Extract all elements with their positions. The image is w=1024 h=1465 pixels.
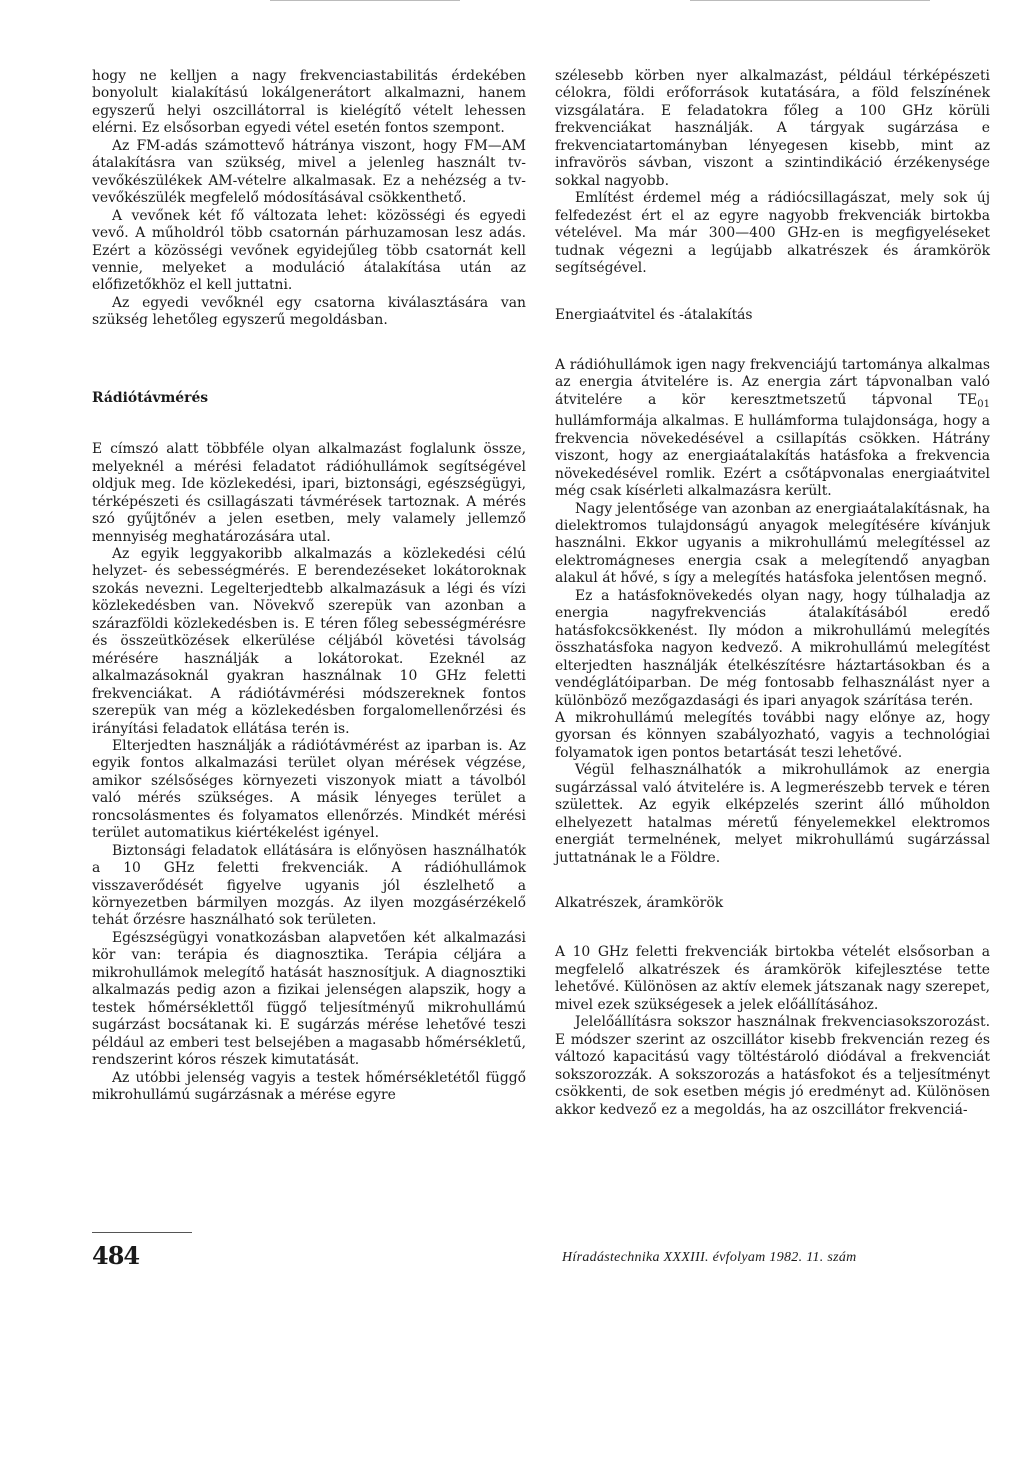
top-edge-rule	[690, 0, 930, 1]
paragraph: A 10 GHz feletti frekvenciák birtokba vételét elsősorban a megfelelő alkatrészek és áramkörök kifejlesztése tette lehetővé. Különösen az aktív elemek játszanak nagy szerepet, mivel ezek szükségesek a jelek előállításához.	[555, 944, 990, 1013]
paragraph: Ez a hatásfoknövekedés olyan nagy, hogy túlhaladja az energia nagyfrekvenciás átalakításából eredő hatásfokcsökkenést. Ily módon a mikrohullámú melegítés összhatásfoka nagyon kedvező. A mikrohullámú melegítést elterjedten használják ételkészítésre háztartásokban és a vendéglátóiparban. De még fontosabb felhasználást nyer a különböző mezőgazdasági és ipari anyagok szárítása terén.	[555, 587, 990, 709]
paragraph: Az utóbbi jelenség vagyis a testek hőmérsékletétől függő mikrohullámú sugárzásnak a mérése egyre	[92, 1069, 526, 1104]
paragraph: Az egyik leggyakoribb alkalmazás a közlekedési célú helyzet- és sebességmérés. E berendezéseket lokátoroknak szokás nevezni. Legelterjedtebb alkalmazásuk a légi és vízi közlekedésben van. Növekvő szerepük van azonban a szárazföldi közlekedésben is. E téren főleg sebességmérésre és összeütközések elkerülése céljából követési távolság mérésére használják a lokátorokat. Ezeknél az alkalmazásoknál gyakran használnak 10 GHz feletti frekvenciákat. A rádiótávmérési módszereknek fontos szerepük van még a közlekedésben forgalomellenőrzési és irányítási feladatok ellátása terén is.	[92, 545, 526, 737]
paragraph: Említést érdemel még a rádiócsillagászat, mely sok új felfedezést ért el az egyre nagyobb frekvenciák birtokba vételével. Ma már 300—400 GHz-en is megfigyeléseket tudnak végezni a legújabb alkatrészek és áramkörök segítségével.	[555, 190, 990, 276]
paragraph: Végül felhasználhatók a mikrohullámok az energia sugárzással való átvitelére is. A legmerészebb tervek e téren születtek. Az egyik elképzelés szerint álló műholdon elhelyezett hatalmas méretű fényelemekkel elektromos energiát termelnének, melyet mikrohullámú sugárzással juttatnának le a Földre.	[555, 762, 990, 866]
journal-footer: Híradástechnika XXXIII. évfolyam 1982. 11. szám	[562, 1250, 857, 1265]
paragraph: A mikrohullámú melegítés további nagy előnye az, hogy gyorsan és könnyen szabályozható, vagyis a technológiai folyamatok igen pontos betartását teszi lehetővé.	[555, 709, 990, 761]
energy-text-before-subscript: A rádióhullámok igen nagy frekvenciájú tartománya alkalmas az energia átvitelére is. Az energia zárt tápvonalban való átvitelére a kör keresztmetszetű tápvonal TE	[555, 356, 990, 408]
right-column	[555, 68, 990, 1119]
section-heading-energy: Energiaátvitel és -átalakítás	[555, 307, 753, 324]
section-heading-components: Alkatrészek, áramkörök	[555, 895, 724, 912]
paragraph-energy-first	[555, 357, 990, 501]
paragraph: hogy ne kelljen a nagy frekvenciastabilitás érdekében bonyolult kialakítású lokálgenerátort alkalmazni, hanem egyszerű helyi oszcillátorral is kielégítő vételt lehessen elérni. Ez elsősorban egyedi vétel esetén fontos szempont.	[92, 68, 526, 137]
paragraph: A vevőnek két fő változata lehet: közösségi és egyedi vevő. A műholdról több csatornán párhuzamosan lesz adás. Ezért a közösségi vevőnek egyidejűleg több csatornát kell vennie, melyeket a moduláció átalakítása után az előfizetőkhöz el kell juttatni.	[92, 207, 526, 294]
paragraph: Egészségügyi vonatkozásban alapvetően két alkalmazási kör van: terápia és diagnosztika. Terápia céljára a mikrohullámok melegítő hatását hasznosítjuk. A diagnosztiki alkalmazás pedig azon a fizikai jelenségen alapszik, hogy a testek hőmérséklettől függő teljesítményű mikrohullámú sugárzást bocsátanak ki. E sugárzás mérése lehetővé teszi például az emberi test belsejében a magasabb hőmérsékletű, rendszerint kóros részek kimutatását.	[92, 929, 526, 1069]
paragraph: Nagy jelentősége van azonban az energiaátalakításnak, ha dielektromos tulajdonságú anyagok melegítésére kívánjuk használni. Ekkor ugyanis a mikrohullámú melegítéssel az elektromágneses energia csak a melegítendő anyagban alakul át hővé, s így a melegítés hatásfoka jelentősen megnő.	[555, 500, 990, 587]
paragraph: Biztonsági feladatok ellátására is előnyösen használhatók a 10 GHz feletti frekvenciák. A rádióhullámok visszaverődését figyelve ugyanis jól észlelhető a környezetben bármilyen mozgás. Az ilyen mozgásérzékelő tehát őrzésre használható sok területen.	[92, 842, 526, 929]
paragraph: E címszó alatt többféle olyan alkalmazást foglalunk össze, melyeknél a mérési feladatot rádióhullámok segítségével oldjuk meg. Ide közlekedési, ipari, biztonsági, egészségügyi, térképészeti és csillagászati távmérések tartoznak. A mérés szó gyűjtőnév a jelen esetben, mely valamely jellemző mennyiség meghatározására utal.	[92, 441, 526, 545]
paragraph: Az FM-adás számottevő hátránya viszont, hogy FM—AM átalakításra van szükség, mivel a jelenleg használt tv-vevőkészülékek AM-vételre alkalmasak. Ez a nehézség a tv-vevőkészülék megfelelő módosításával csökkenthető.	[92, 137, 526, 207]
paragraph: Az egyedi vevőknél egy csatorna kiválasztására van szükség lehetőleg egyszerű megoldásban.	[92, 294, 526, 329]
footer-rule	[92, 1232, 192, 1233]
page-number: 484	[92, 1241, 140, 1270]
paragraph: Elterjedten használják a rádiótávmérést az iparban is. Az egyik fontos alkalmazási terület olyan mérések végzése, amikor szélsőséges környezeti viszonyok miatt a távolból való mérés szükséges. A másik lényeges terület a roncsolásmentes és folyamatos ellenőrzés. Mindkét mérési terület automatikus kiértékelést igényel.	[92, 737, 526, 842]
left-column	[92, 68, 526, 1104]
paragraph: szélesebb körben nyer alkalmazást, például térképészeti célokra, földi erőforrások kutatására, a föld felszínének vizsgálatára. E feladatokra főleg a 100 GHz körüli frekvenciákat használják. A tárgyak sugárzása e frekvenciatartományban lényegesen kisebb, mint az infravörös sávban, viszont a szintindikáció érzékenysége sokkal nagyobb.	[555, 68, 990, 189]
top-edge-rule	[270, 0, 460, 1]
section-heading-radiotelemetry: Rádiótávmérés	[92, 389, 209, 406]
paragraph: Jelelőállításra sokszor használnak frekvenciasokszorozást. E módszer szerint az oszcillátor kisebb frekvencián rezeg és változó kapacitású vagy töltéstároló diódával a frekvenciát sokszorozzák. A sokszorozás a hatásfokot és a teljesítményt csökkenti, de sok esetben mégis jó eredményt ad. Különösen akkor kedvező ez a megoldás, ha az oszcillátor frekvenciá-	[555, 1014, 990, 1118]
energy-text-after-subscript: hullámformája alkalmas. E hullámforma tulajdonsága, hogy a frekvencia növekedésével a csillapítás csökken. Hátrány viszont, hogy az energiaátalakítás hatásfoka a frekvencia növekedésével romlik. Ezért a csőtápvonalas energiaátvitel még csak kísérleti alkalmazásra került.	[555, 413, 990, 500]
subscript: 01	[977, 398, 990, 410]
